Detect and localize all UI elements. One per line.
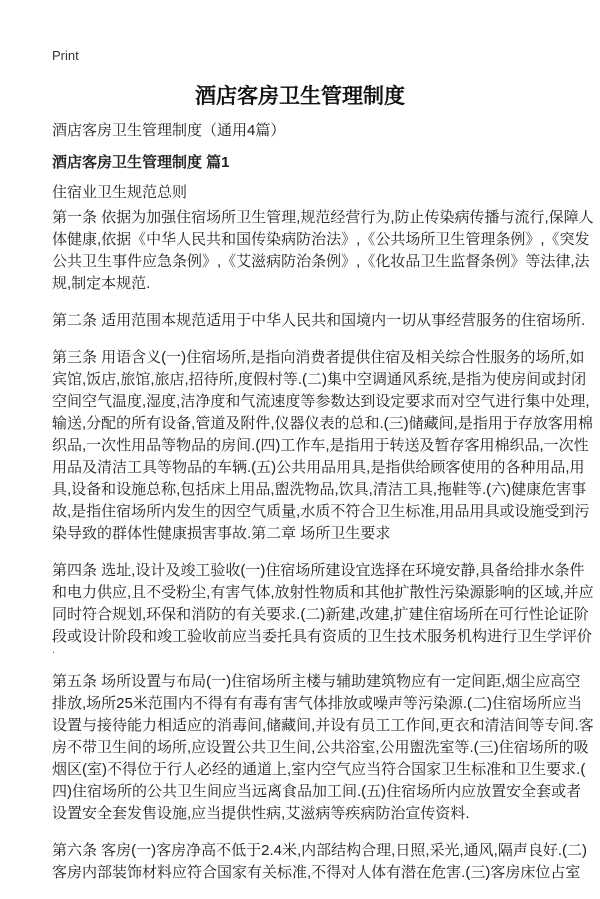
paragraph-line: 染导致的群体性健康损害事故.第二章 场所卫生要求	[52, 525, 391, 542]
document-subtitle: 酒店客房卫生管理制度（通用4篇）	[52, 122, 286, 139]
paragraph-line: 规,制定本规范.	[52, 275, 151, 292]
section-heading: 酒店客房卫生管理制度 篇1	[52, 154, 230, 171]
paragraph-line: 体健康,依据《中华人民共和国传染病防治法》,《公共场所卫生管理条例》,《突发	[52, 231, 590, 248]
paragraph-line: 第五条 场所设置与布局(一)住宿场所主楼与辅助建筑物应有一定间距,烟尘应高空	[52, 673, 581, 690]
article-paragraph	[52, 310, 586, 332]
paragraph-line: 输送,分配的所有设备,管道及附件,仪器仪表的总和.(三)储藏间,是指用于存放客用棉	[52, 415, 593, 432]
article-paragraph	[52, 671, 594, 825]
paragraph-line: 房不带卫生间的场所,应设置公共卫生间,公共浴室,公用盥洗室等.(三)住宿场所的吸	[52, 739, 589, 756]
paragraph-line: 公共卫生事件应急条例》,《艾滋病防治条例》,《化妆品卫生监督条例》等法律,法	[52, 253, 590, 270]
print-link[interactable]: Print	[52, 48, 79, 63]
intro-text: 住宿业卫生规范总则	[52, 184, 188, 201]
paragraph-line: 宾馆,饭店,旅馆,旅店,招待所,度假村等.(二)集中空调通风系统,是指为使房间或封闭	[52, 371, 587, 388]
article-paragraph	[52, 560, 594, 656]
paragraph-line: 和电力供应,且不受粉尘,有害气体,放射性物质和其他扩散性污染源影响的区域,并应	[52, 584, 594, 601]
paragraph-line: 故,是指住宿场所内发生的因空气质量,水质不符合卫生标准,用品用具或设施受到污	[52, 503, 590, 520]
paragraph-line: 第三条 用语含义(一)住宿场所,是指向消费者提供住宿及相关综合性服务的场所,如	[52, 349, 585, 366]
article-paragraph	[52, 207, 594, 295]
paragraph-line: 第六条 客房(一)客房净高不低于2.4米,内部结构合理,日照,采光,通风,隔声良好.(二)	[52, 842, 588, 859]
paragraph-line: 空间空气温度,湿度,洁净度和气流速度等参数达到设定要求而对空气进行集中处理,	[52, 393, 590, 410]
paragraph-line: .	[52, 644, 56, 656]
paragraph-line: 第二条 适用范围本规范适用于中华人民共和国境内一切从事经营服务的住宿场所.	[52, 312, 586, 329]
paragraph-line: 设置安全套发售设施,应当提供性病,艾滋病等疾病防治宣传资料.	[52, 805, 470, 822]
paragraph-line: 织品,一次性用品等物品的房间.(四)工作车,是指用于转送及暂存客用棉织品,一次性	[52, 437, 589, 454]
article-paragraph	[52, 840, 588, 884]
document-body	[52, 207, 594, 899]
paragraph-line: 客房内部装饰材料应符合国家有关标准,不得对人体有潜在危害.(三)客房床位占室	[52, 864, 581, 881]
paragraph-line: 第四条 选址,设计及竣工验收(一)住宿场所建设宜选择在环境安静,具备给排水条件	[52, 562, 585, 579]
paragraph-line: 第一条 依据为加强住宿场所卫生管理,规范经营行为,防止传染病传播与流行,保障人	[52, 209, 594, 226]
article-paragraph	[52, 347, 593, 545]
paragraph-line: 排放,场所25米范围内不得有有毒有害气体排放或噪声等污染源.(二)住宿场所应当	[52, 695, 583, 712]
paragraph-line: 四)住宿场所的公共卫生间应当远离食品加工间.(五)住宿场所内应放置安全套或者	[52, 783, 582, 800]
paragraph-line: 设置与接待能力相适应的消毒间,储藏间,并设有员工工作间,更衣和清洁间等专间.客	[52, 717, 594, 734]
paragraph-line: 同时符合规划,环保和消防的有关要求.(二)新建,改建,扩建住宿场所在可行性论证阶	[52, 606, 589, 623]
paragraph-line: 用品及清洁工具等物品的车辆.(五)公共用品用具,是指供给顾客使用的各种用品,用	[52, 459, 585, 476]
document-title: 酒店客房卫生管理制度	[195, 85, 405, 108]
paragraph-line: 段或设计阶段和竣工验收前应当委托具有资质的卫生技术服务机构进行卫生学评价	[52, 628, 593, 645]
paragraph-line: 烟区(室)不得位于行人必经的通道上,室内空气应当符合国家卫生标准和卫生要求.(	[52, 761, 586, 778]
paragraph-line: 具,设备和设施总称,包括床上用品,盥洗物品,饮具,清洁工具,拖鞋等.(六)健康危害事	[52, 481, 587, 498]
